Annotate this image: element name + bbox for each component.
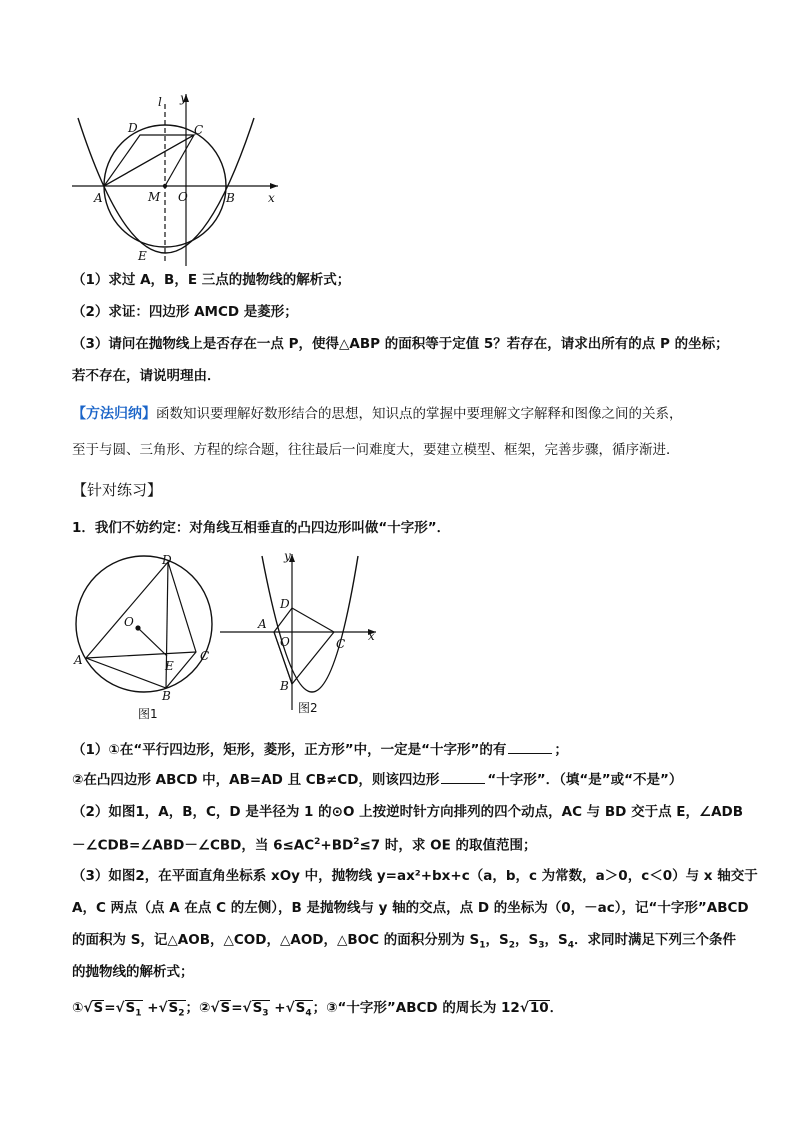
fig1-label-A: A [74, 653, 83, 667]
fig2-label-D: D [280, 597, 290, 611]
sub2-line-2 [72, 832, 537, 856]
sub3-l3-e: ．求同时满足下列三个条件 [573, 932, 736, 948]
method-text-1: 函数知识要理解好数形结合的思想，知识点的掌握中要理解文字解释和图像之间的关系， [156, 406, 683, 422]
question-2: （2）求证：四边形 AMCD 是菱形； [72, 304, 298, 320]
sqrt-S4: $S_4$ [295, 1000, 312, 1019]
figure-2-parabola-quad [218, 548, 388, 720]
fig1-label-E: E [165, 659, 174, 673]
fig1-label-O: O [124, 615, 134, 629]
sqrt-S2: $S_2$ [168, 1000, 185, 1019]
fig1-caption: 图1 [138, 707, 158, 721]
sub3-l3-b: ，S [485, 932, 509, 948]
conditions-line: $①√S=√S_1 +√S_2$；$②√S=√S_3 +√S_4$；③“十字形”ABCD 的周长为 12√10． [72, 1000, 564, 1019]
sub-1: 1 [479, 940, 486, 951]
fig1-label-C: C [200, 649, 210, 663]
label-E: E [138, 249, 147, 263]
fig2-label-y: y [284, 549, 291, 563]
sub-3: 3 [538, 940, 545, 951]
sub2-l2-a: －∠CDB=∠ABD－∠CBD，当 6≤AC [72, 837, 315, 854]
cond-eq-2: = [231, 1000, 243, 1016]
sub1-a-text: （1）①在“平行四边形，矩形，菱形，正方形”中，一定是“十字形”的有 [72, 742, 507, 758]
practice-heading: 【针对练习】 [72, 481, 163, 499]
method-line-1 [72, 404, 683, 424]
cond-plus-2: + [274, 1000, 286, 1016]
sub2-line-1: （2）如图1，A，B，C，D 是半径为 1 的⊙O 上按逆时针方向排列的四个动点，AC 与 BD 交于点 E，∠ADB [72, 804, 744, 820]
fig2-label-x: x [368, 629, 375, 643]
cond-tail: ；③“十字形”ABCD 的周长为 12 [312, 1000, 520, 1016]
fig1-label-B: B [162, 689, 171, 703]
question-3-line2: 若不存在，请说明理由． [72, 368, 221, 384]
sub-4: 4 [567, 940, 574, 951]
label-O: O [178, 190, 188, 204]
fig2-label-A: A [258, 617, 267, 631]
label-x: x [268, 191, 275, 205]
sub3-l3-c: ，S [514, 932, 539, 948]
sub3-line-4: 的抛物线的解析式； [72, 964, 194, 980]
cond-sep: ；② [185, 1000, 211, 1016]
label-C: C [194, 123, 204, 137]
sqrt-S1: $S_1$ [125, 1000, 142, 1019]
sub1-b-text: ②在凸四边形 ABCD 中，AB=AD 且 CB≠CD，则该四边形 [72, 772, 440, 788]
sub1-part-b [72, 770, 682, 790]
fig2-label-B: B [280, 679, 289, 693]
sqrt-S-2: S [220, 1000, 231, 1016]
sub2-l2-b: +BD [320, 837, 354, 854]
method-tag: 【方法归纳】 [72, 406, 156, 422]
fig2-label-C: C [336, 637, 346, 651]
cond-end: ． [549, 1000, 564, 1016]
cond-1-marker: ① [72, 1000, 84, 1016]
cond-plus: + [147, 1000, 159, 1016]
sub3-l3-a: 的面积为 S，记△AOB，△COD，△AOD，△BOC 的面积分别为 S [72, 932, 480, 948]
figure-circle-parabola [68, 88, 288, 268]
sub3-line-1: （3）如图2，在平面直角坐标系 xOy 中，抛物线 y=ax²+bx+c（a，b，c 为常数，a＞0，c＜0）与 x 轴交于 [72, 868, 758, 884]
question-3-line1: （3）请问在抛物线上是否存在一点 P，使得△ABP 的面积等于定值 5？若存在，请求出所有的点 P 的坐标； [72, 336, 729, 352]
question-1: （1）求过 A，B，E 三点的抛物线的解析式； [72, 272, 351, 288]
label-M: M [148, 190, 161, 204]
fig1-label-D: D [162, 553, 172, 567]
answer-blank-1[interactable] [508, 741, 552, 754]
answer-blank-2[interactable] [441, 771, 485, 784]
label-l: l [158, 95, 162, 109]
sqrt-S3: $S_3$ [252, 1000, 269, 1019]
label-B: B [226, 191, 235, 205]
label-A: A [94, 191, 103, 205]
fig2-label-O: O [280, 635, 290, 649]
sub1-part-a [72, 740, 568, 760]
sub1-b-suffix: “十字形”．（填“是”或“不是”） [487, 772, 683, 788]
fig2-caption: 图2 [298, 701, 318, 715]
sqrt-10: 10 [529, 1000, 549, 1016]
label-y: y [180, 91, 187, 105]
figure-1-circle-quad [66, 552, 226, 722]
sup-2a: 2 [314, 837, 321, 847]
sub1-a-suffix: ； [554, 742, 568, 758]
sub3-l3-d: ，S [544, 932, 568, 948]
sqrt-S: S [93, 1000, 104, 1016]
sub3-line-2: A，C 两点（点 A 在点 C 的左侧），B 是抛物线与 y 轴的交点，点 D 的坐标为（0，－ac），记“十字形”ABCD [72, 900, 749, 916]
practice-intro: 1．我们不妨约定：对角线互相垂直的凸四边形叫做“十字形”． [72, 520, 451, 536]
label-D: D [128, 121, 138, 135]
sub2-l2-c: ≤7 时，求 OE 的取值范围； [359, 837, 537, 854]
cond-eq: = [104, 1000, 116, 1016]
method-line-2: 至于与圆、三角形、方程的综合题，往往最后一问难度大，要建立模型、框架，完善步骤，循序渐进． [72, 442, 680, 458]
sup-2b: 2 [353, 837, 360, 847]
sub3-line-3 [72, 930, 736, 956]
sub-2: 2 [508, 940, 515, 951]
